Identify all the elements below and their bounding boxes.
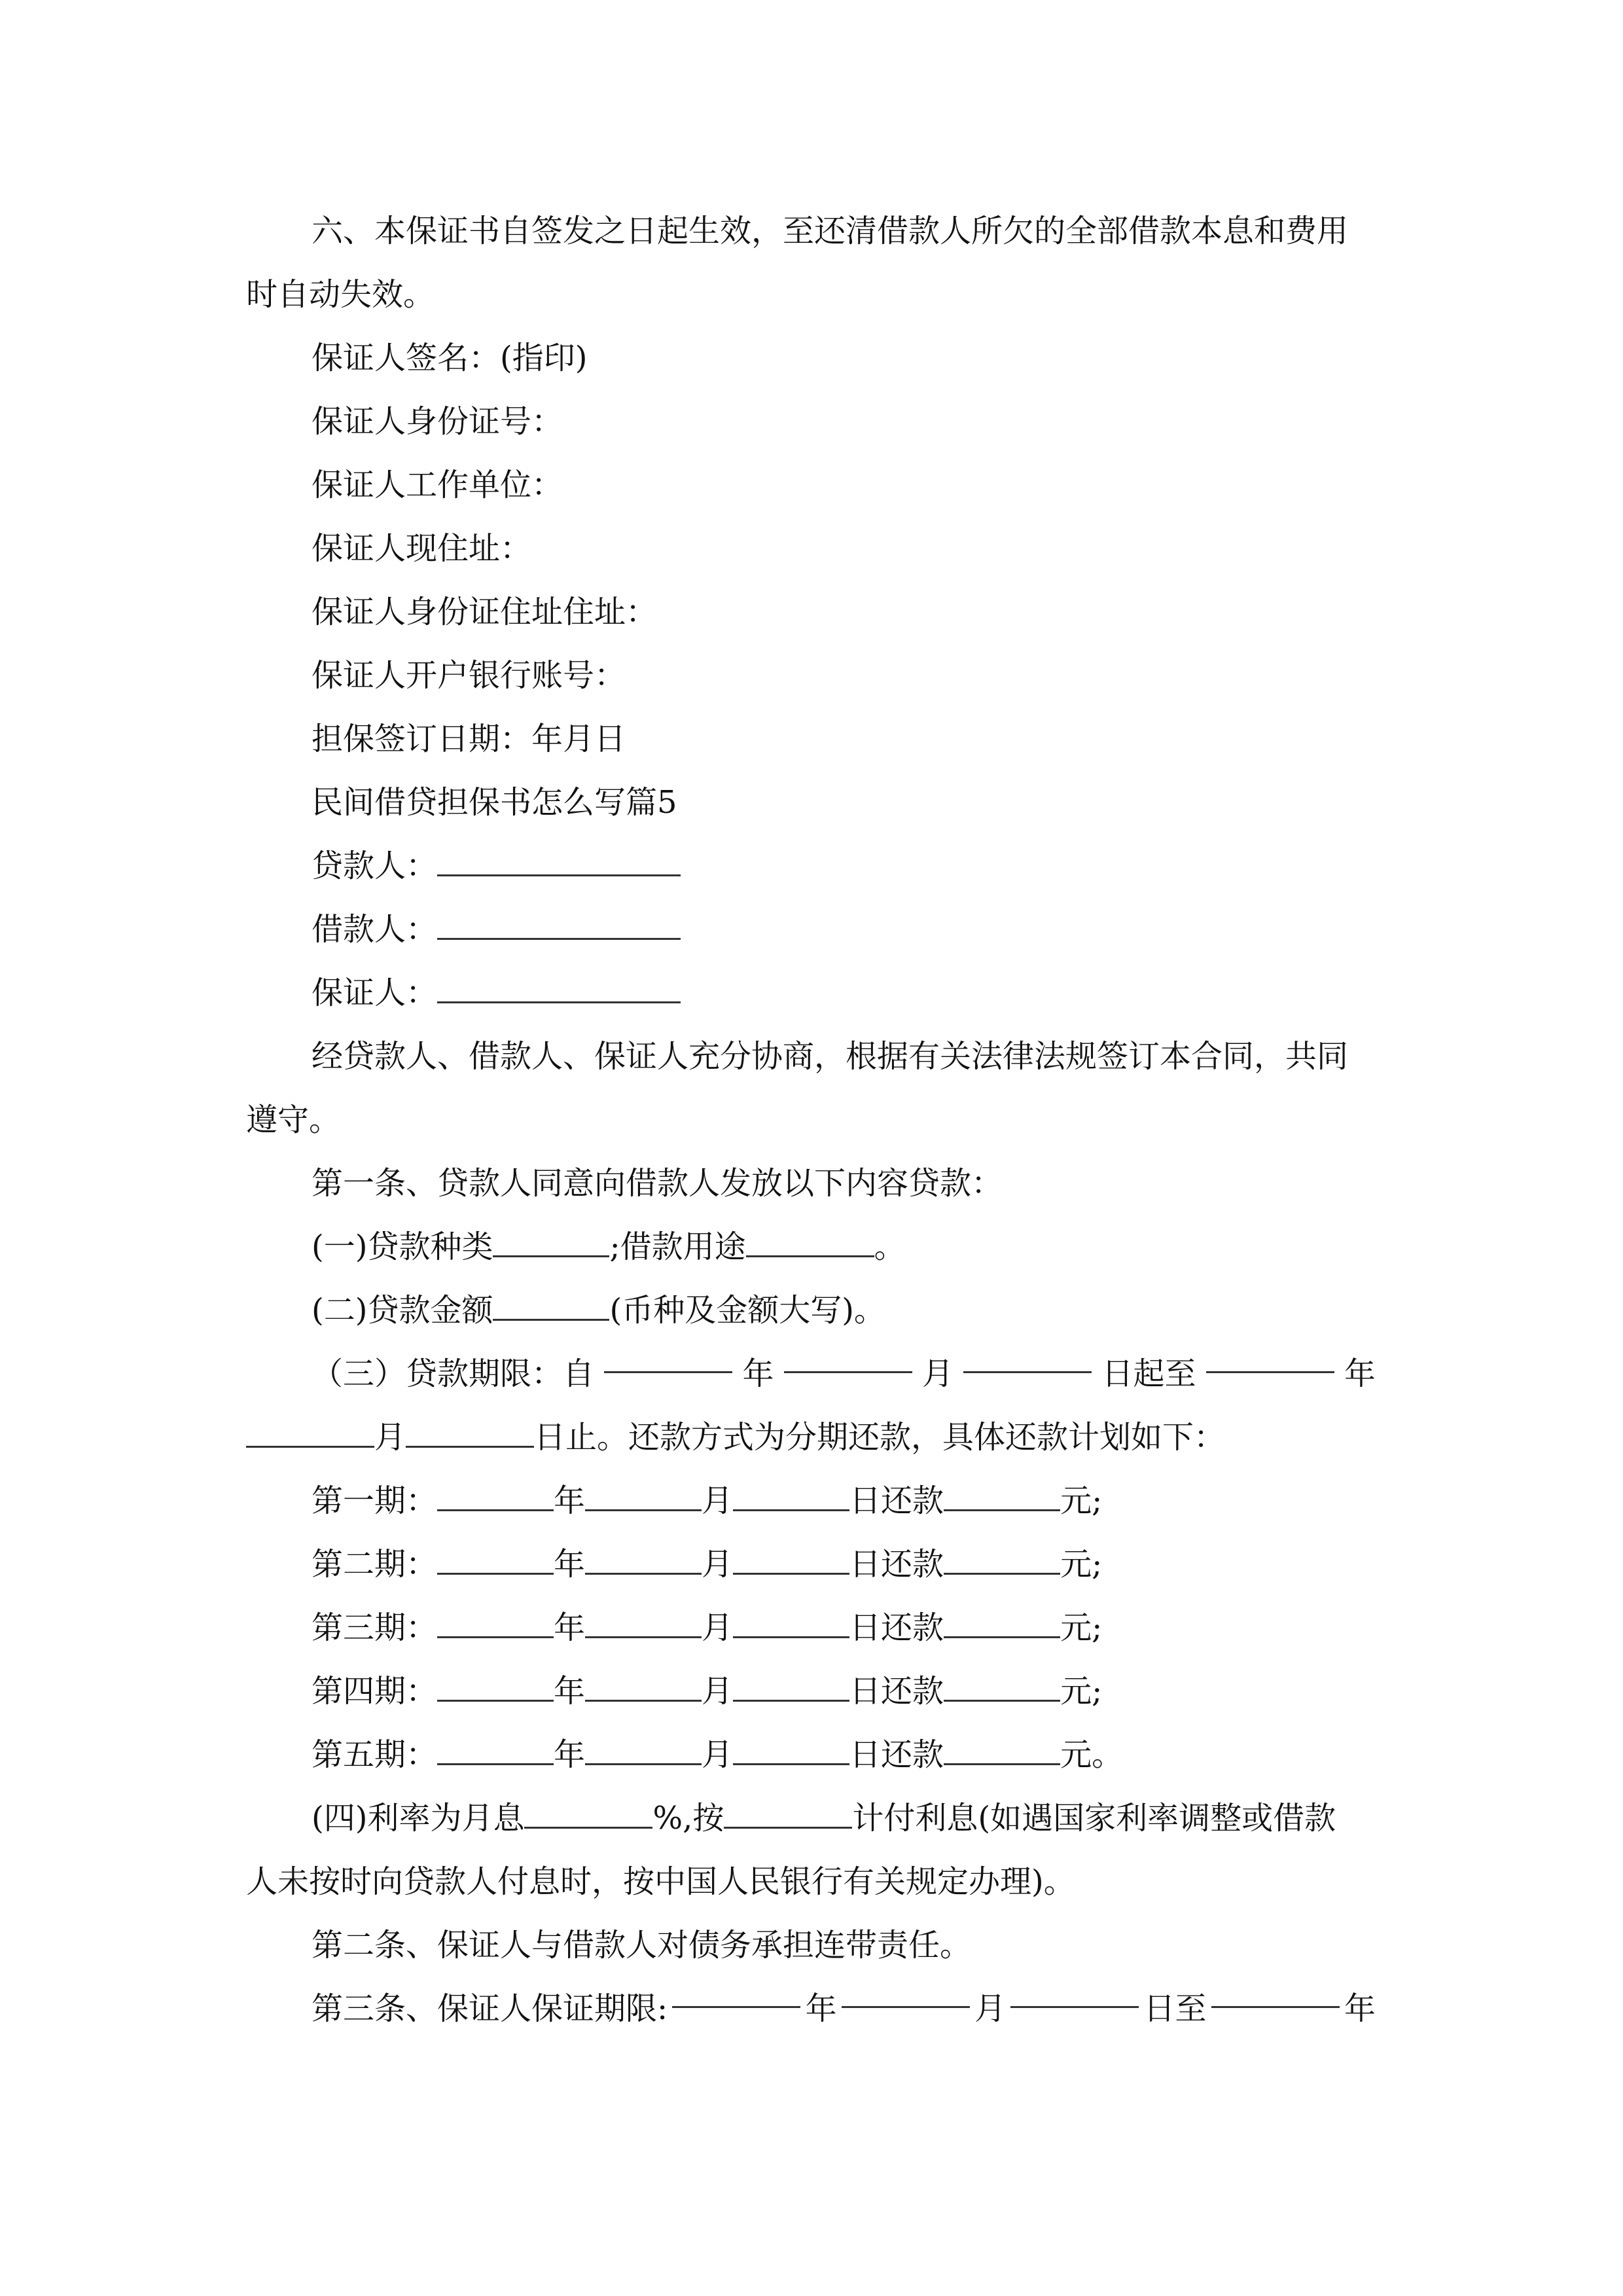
preamble-line-1 [0, 1025, 1623, 1088]
borrower-label: 借款人： [312, 911, 438, 948]
article-three-line [0, 1977, 1623, 2041]
section-title-line [0, 771, 1623, 834]
lender-blank [437, 846, 681, 876]
installment-label: 第二期： [312, 1546, 438, 1583]
guarantee-start-day-blank [1010, 1977, 1139, 2008]
installment-amount-blank [944, 1544, 1060, 1575]
installment-row [0, 1596, 1623, 1660]
guarantor-employer-line [0, 454, 1623, 517]
loan-type-line [0, 1215, 1623, 1279]
guarantor-label: 保证人： [312, 975, 438, 1011]
installment-day-blank [733, 1671, 849, 1702]
borrower-blank [437, 909, 681, 940]
installment-month-blank [585, 1734, 702, 1765]
loan-term-start-year-blank [604, 1342, 732, 1373]
installment-month-label: 月 [702, 1546, 734, 1583]
installment-day-blank [733, 1734, 849, 1765]
guarantee-month-label: 月 [974, 1990, 1007, 2027]
loan-term-start-month-blank [784, 1342, 912, 1373]
clause-six-line-2 [0, 263, 1623, 327]
installment-month-blank [585, 1480, 702, 1511]
installment-month-label: 月 [702, 1736, 734, 1773]
installment-year-blank [437, 1480, 554, 1511]
guarantor-address-label: 保证人现住址： [312, 530, 532, 567]
interest-rate-label: (四)利率为月息 [312, 1800, 525, 1837]
installment-year-label: 年 [554, 1673, 586, 1710]
loan-amount-label: (二)贷款金额 [312, 1292, 493, 1329]
interest-note-text-2: 人未按时向贷款人付息时，按中国人民银行有关规定办理)。 [246, 1863, 1075, 1900]
guarantor-id-line [0, 390, 1623, 454]
guarantor-id-label: 保证人身份证号： [312, 403, 563, 440]
installment-yuan-end-label: 元。 [1060, 1736, 1124, 1773]
loan-term-end-year-label: 年 [1344, 1355, 1376, 1392]
installment-day-blank [733, 1480, 849, 1511]
guarantor-bank-label: 保证人开户银行账号： [312, 657, 626, 694]
installment-year-blank [437, 1671, 554, 1702]
guarantor-employer-label: 保证人工作单位： [312, 467, 563, 503]
loan-term-end-day-blank [406, 1417, 534, 1448]
loan-term-month-label: 月 [921, 1355, 954, 1392]
installment-year-label: 年 [554, 1482, 586, 1519]
loan-term-year-label: 年 [742, 1355, 774, 1392]
preamble-text-1: 经贷款人、借款人、保证人充分协商，根据有关法律法规签订本合同，共同 [312, 1038, 1349, 1075]
article-two-text: 第二条、保证人与借款人对债务承担连带责任。 [312, 1927, 972, 1964]
installment-year-blank [437, 1607, 554, 1638]
clause-six-text-1: 六、本保证书自签发之日起生效，至还清借款人所欠的全部借款本息和费用 [312, 213, 1349, 249]
installment-yuan-label: 元; [1060, 1609, 1103, 1646]
preamble-line-2 [0, 1088, 1623, 1152]
installment-month-blank [585, 1607, 702, 1638]
loan-term-line [0, 1342, 1623, 1406]
installment-repay-label: 日还款 [849, 1736, 944, 1773]
interest-line-2 [0, 1850, 1623, 1914]
loan-purpose-label: ;借款用途 [609, 1229, 746, 1265]
installment-year-blank [437, 1544, 554, 1575]
repayment-method-text: 日止。还款方式为分期还款，具体还款计划如下： [534, 1419, 1226, 1456]
guarantee-end-year-label: 年 [1344, 1990, 1376, 2027]
guarantee-start-year-blank [672, 1977, 800, 2008]
interest-percent-label: %,按 [652, 1800, 724, 1837]
guarantor-id-address-line [0, 581, 1623, 644]
installment-label: 第四期： [312, 1673, 438, 1710]
installment-row [0, 1469, 1623, 1533]
installment-month-blank [585, 1544, 702, 1575]
borrower-line [0, 898, 1623, 961]
guarantee-period-label: 第三条、保证人保证期限: [312, 1990, 668, 2027]
loan-amount-line [0, 1279, 1623, 1342]
loan-term-end-month-label: 月 [374, 1419, 406, 1456]
repayment-method-line [0, 1406, 1623, 1469]
installment-amount-blank [944, 1607, 1060, 1638]
interest-note-text: 计付利息(如遇国家利率调整或借款 [852, 1800, 1336, 1837]
installment-year-label: 年 [554, 1546, 586, 1583]
installment-label: 第五期： [312, 1736, 438, 1773]
installment-amount-blank [944, 1480, 1060, 1511]
installment-day-blank [733, 1544, 849, 1575]
installment-year-label: 年 [554, 1609, 586, 1646]
installment-year-label: 年 [554, 1736, 586, 1773]
installment-amount-blank [944, 1734, 1060, 1765]
section-title: 民间借贷担保书怎么写篇5 [312, 784, 677, 821]
installment-yuan-label: 元; [1060, 1673, 1103, 1710]
clause-six-text-2: 时自动失效。 [246, 276, 435, 313]
guarantee-to-label: 日至 [1143, 1990, 1207, 2027]
installment-month-label: 月 [702, 1609, 734, 1646]
interest-rate-blank [524, 1798, 652, 1829]
article-one-line [0, 1152, 1623, 1215]
installment-day-blank [733, 1607, 849, 1638]
installment-row [0, 1660, 1623, 1723]
guarantee-start-month-blank [842, 1977, 970, 2008]
installment-repay-label: 日还款 [849, 1546, 944, 1583]
installment-month-blank [585, 1671, 702, 1702]
loan-type-end: 。 [874, 1229, 906, 1265]
loan-term-end-month-blank [246, 1417, 374, 1448]
loan-term-label: （三）贷款期限：自 [312, 1355, 595, 1392]
guarantee-date-line [0, 708, 1623, 771]
guarantee-end-year-blank [1211, 1977, 1340, 2008]
installment-label: 第一期： [312, 1482, 438, 1519]
guarantor-address-line [0, 517, 1623, 581]
guarantee-date-label: 担保签订日期：年月日 [312, 721, 626, 757]
interest-basis-blank [724, 1798, 852, 1829]
interest-line-1 [0, 1787, 1623, 1850]
installment-repay-label: 日还款 [849, 1482, 944, 1519]
installment-repay-label: 日还款 [849, 1609, 944, 1646]
installment-row [0, 1533, 1623, 1596]
lender-line [0, 834, 1623, 898]
loan-term-start-day-blank [963, 1342, 1092, 1373]
loan-term-end-year-blank [1206, 1342, 1334, 1373]
guarantor-bank-line [0, 644, 1623, 708]
installment-amount-blank [944, 1671, 1060, 1702]
installment-yuan-label: 元; [1060, 1546, 1103, 1583]
guarantor-id-address-label: 保证人身份证住址住址： [312, 594, 658, 630]
installment-row [0, 1723, 1623, 1787]
guarantor-line [0, 961, 1623, 1025]
installment-year-blank [437, 1734, 554, 1765]
lender-label: 贷款人： [312, 848, 438, 884]
installment-yuan-label: 元; [1060, 1482, 1103, 1519]
loan-purpose-blank [746, 1227, 874, 1257]
installment-month-label: 月 [702, 1673, 734, 1710]
installment-repay-label: 日还款 [849, 1673, 944, 1710]
loan-type-blank [493, 1227, 609, 1257]
guarantor-signature-label: 保证人签名：(指印) [312, 340, 588, 376]
loan-type-label: (一)贷款种类 [312, 1229, 493, 1265]
loan-amount-note: (币种及金额大写)。 [609, 1292, 885, 1329]
preamble-text-2: 遵守。 [246, 1102, 341, 1138]
clause-six-line-1 [0, 200, 1623, 263]
installment-label: 第三期： [312, 1609, 438, 1646]
loan-amount-blank [493, 1290, 609, 1321]
article-two-line [0, 1914, 1623, 1977]
installment-month-label: 月 [702, 1482, 734, 1519]
article-one-text: 第一条、贷款人同意向借款人发放以下内容贷款： [312, 1165, 1003, 1202]
guarantor-blank [437, 973, 681, 1003]
guarantee-year-label: 年 [805, 1990, 837, 2027]
guarantor-signature-line [0, 327, 1623, 390]
loan-term-from-label: 日起至 [1101, 1355, 1196, 1392]
